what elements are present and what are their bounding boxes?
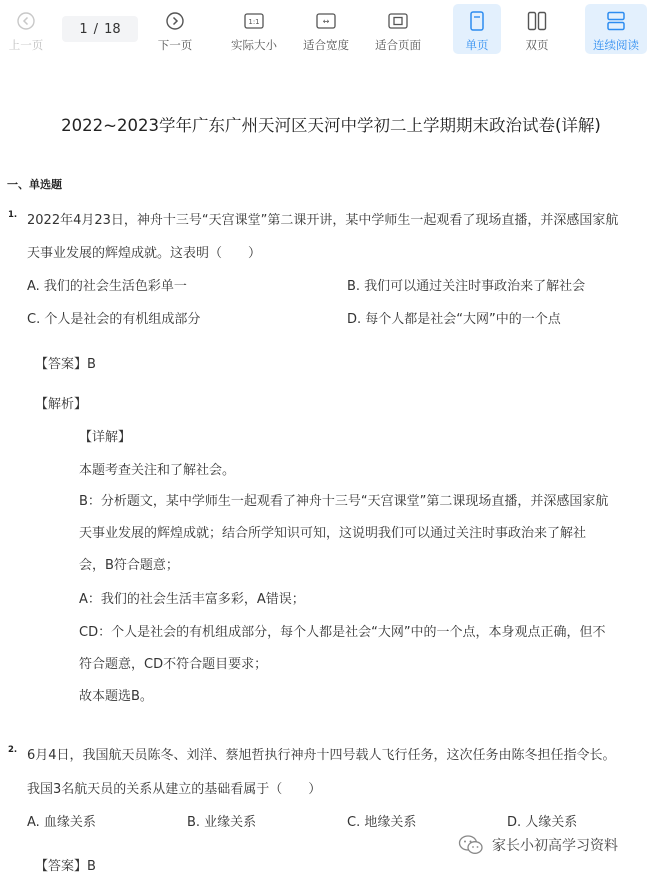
page-separator: /: [93, 21, 99, 37]
fit-width-button[interactable]: [298, 4, 354, 54]
fit-page-icon: [388, 11, 408, 31]
answer-value: B: [87, 357, 96, 372]
answer-row: [35, 855, 96, 874]
answer-row: [35, 353, 96, 372]
watermark: [458, 834, 618, 856]
single-page-button[interactable]: [453, 4, 501, 54]
page-indicator[interactable]: [62, 16, 138, 42]
actual-size-button[interactable]: [226, 4, 282, 54]
actual-size-icon: [244, 11, 264, 31]
fit-width-label: 适合宽度: [303, 38, 349, 52]
question-number: 1.: [8, 210, 18, 220]
chevron-right-circle-icon: [165, 11, 185, 31]
prev-page-label: 上一页: [8, 38, 44, 52]
option-d: D. 每个人都是社会“大网”中的一个点: [347, 312, 561, 327]
single-page-label: 单页: [465, 38, 489, 52]
answer-value: B: [87, 859, 96, 874]
single-page-icon: [467, 11, 487, 31]
explanation-line: CD：个人是社会的有机组成部分，每个人都是社会“大网”中的一个点，本身观点正确，但不: [79, 625, 606, 640]
question-stem: 6月4日，我国航天员陈冬、刘洋、蔡旭哲执行神舟十四号载人飞行任务，这次任务由陈冬担任指令长。: [27, 748, 616, 763]
double-page-label: 双页: [525, 38, 549, 52]
answer-label: 【答案】: [35, 859, 88, 874]
question-stem: 天事业发展的辉煌成就。这表明（ ）: [27, 246, 262, 261]
fit-page-label: 适合页面: [375, 38, 421, 52]
option-a: A. 我们的社会生活色彩单一: [27, 279, 187, 294]
fit-width-icon: [316, 11, 336, 31]
question-stem: 2022年4月23日，神舟十三号“天宫课堂”第二课开讲，某中学师生一起观看了现场直播，并深感国家航: [27, 213, 619, 228]
section-heading: 一、单选题: [7, 178, 62, 191]
explanation-line: 本题考查关注和了解社会。: [79, 463, 236, 478]
next-page-button[interactable]: [153, 4, 197, 54]
question-stem: 我国3名航天员的关系从建立的基础看属于（ ）: [27, 782, 322, 797]
reader-toolbar: [0, 0, 662, 58]
option-d: D. 人缘关系: [507, 815, 578, 830]
explanation-line: 天事业发展的辉煌成就；结合所学知识可知，这说明我们可以通过关注时事政治来了解社: [79, 526, 587, 541]
explanation-line: 会，B符合题意；: [79, 558, 179, 573]
fit-page-button[interactable]: [370, 4, 426, 54]
svg-text:↔: ↔: [322, 17, 330, 26]
svg-text:1:1: 1:1: [248, 18, 260, 26]
page-current: 1: [79, 21, 88, 37]
explanation-line: A：我们的社会生活丰富多彩，A错误；: [79, 592, 305, 607]
question-number: 2.: [8, 745, 18, 755]
page-title: 2022~2023学年广东广州天河区天河中学初二上学期期末政治试卷(详解): [61, 116, 601, 135]
answer-label: 【答案】: [35, 357, 88, 372]
option-a: A. 血缘关系: [27, 815, 96, 830]
analysis-label: 【解析】: [35, 397, 88, 412]
continuous-reading-label: 连续阅读: [593, 38, 639, 52]
explanation-line: 故本题选B。: [79, 689, 153, 704]
explanation-line: B：分析题文，某中学师生一起观看了神舟十三号“天宫课堂”第二课现场直播，并深感国家航: [79, 494, 609, 509]
option-c: C. 地缘关系: [347, 815, 417, 830]
chevron-left-circle-icon: [16, 11, 36, 31]
watermark-text: 家长小初高学习资料: [492, 838, 618, 854]
option-c: C. 个人是社会的有机组成部分: [27, 312, 201, 327]
explanation-line: 符合题意，CD不符合题目要求；: [79, 657, 268, 672]
continuous-reading-icon: [606, 11, 626, 31]
wechat-icon: [458, 834, 484, 856]
option-b: B. 我们可以通过关注时事政治来了解社会: [347, 279, 586, 294]
double-page-icon: [527, 11, 547, 31]
option-b: B. 业缘关系: [187, 815, 257, 830]
double-page-button[interactable]: [514, 4, 560, 54]
continuous-reading-button[interactable]: [585, 4, 647, 54]
actual-size-label: 实际大小: [231, 38, 277, 52]
prev-page-button[interactable]: [4, 4, 48, 54]
page-total: 18: [104, 21, 121, 37]
detail-label: 【详解】: [79, 430, 132, 445]
next-page-label: 下一页: [157, 38, 193, 52]
